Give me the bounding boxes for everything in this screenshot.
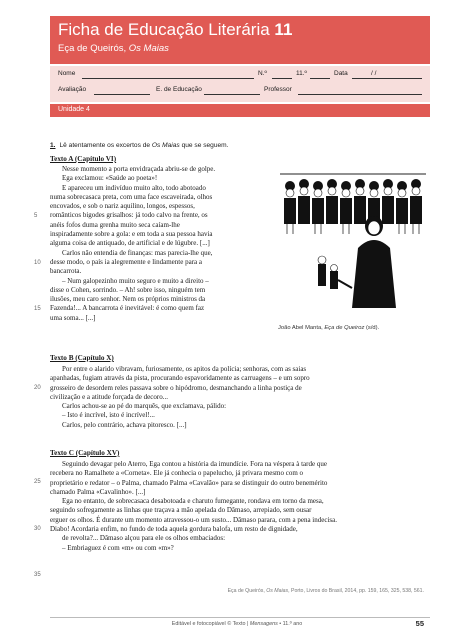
texto-a-heading: Texto A (Capítulo VI) <box>50 155 117 163</box>
text-line: apanhadas, fugiam através da pista, procurando espavoridamente as carruagens – e um sopro <box>50 374 310 383</box>
worksheet-number: 11 <box>274 20 293 39</box>
line-number: 30 <box>34 526 41 532</box>
text-line: Carlos, pelo contrário, achava pitoresco. [...] <box>62 420 187 429</box>
texto-c-heading: Texto C (Capítulo XV) <box>50 449 120 457</box>
text-line: bancarrota. <box>50 267 82 276</box>
texto-a-body <box>50 165 215 323</box>
text-line: inspiradamente sobre a gola: e em toda a sua pessoa havia <box>50 230 213 239</box>
page-number: 55 <box>415 619 424 628</box>
text-line: Ega exclamou: «Saúde ao poeta»! <box>62 174 158 183</box>
date-slashes: / / <box>371 70 377 77</box>
question-number: 1. <box>50 142 56 149</box>
text-line: encovados, e sob o nariz aquilino, longos, espessos, <box>50 202 195 211</box>
line-number: 25 <box>34 479 41 485</box>
text-line: numa sobrecasaca preta, com uma face escaveirada, olhos <box>50 192 213 201</box>
line-number: 15 <box>34 306 41 312</box>
page-title: Ficha de Educação Literária 11 <box>58 20 293 39</box>
footer-divider <box>50 617 430 618</box>
text-line: Carlos não entendia de finanças: mas parecia-lhe que, <box>62 248 213 257</box>
texto-b-body <box>50 365 310 430</box>
text-line: ilusões, meu caro senhor. Nem os próprios ministros da <box>50 295 206 304</box>
date-field[interactable] <box>352 78 422 79</box>
evaluation-label: Avaliação <box>58 86 87 93</box>
text-line: de revolta?... Dâmaso alçou para ele os olhos embaciados: <box>62 534 226 543</box>
line-number: 35 <box>34 572 41 578</box>
text-line: erguer os olhos. É durante um momento atravessou-o um susto... Dâmaso parara, com a pena indecisa. <box>50 515 337 524</box>
number-field[interactable] <box>272 78 292 79</box>
text-line: Fazenda!... A bancarrota é inevitável: é como quem faz <box>50 304 205 313</box>
text-line: – Embriaguez é com «m» ou com «m»? <box>62 543 174 552</box>
source-citation: Eça de Queirós, Os Maias, Porto, Livros do Brasil, 2014, pp. 159, 165, 325, 538, 561. <box>227 588 424 594</box>
text-line: românticos bigodes grisalhos: já todo calvo na frente, os <box>50 211 208 220</box>
text-line: recebera no Ramalhete a «Corneta». Ele já conhecia o papelucho, já privara mesmo com o <box>50 469 304 478</box>
education-label: E. de Educação <box>156 86 202 93</box>
text-line: desse modo, o país ia alegremente e lindamente para a <box>50 257 202 266</box>
text-line: grosseiro de desordem reles passava sobre o hipódromo, desmanchando a linha postiça de <box>50 383 302 392</box>
evaluation-field[interactable] <box>94 94 150 95</box>
teacher-field[interactable] <box>298 94 422 95</box>
text-line: alguma coisa de antiquado, de artificial e de lúgubre. [...] <box>50 239 210 248</box>
text-line: uma soma... [...] <box>50 313 96 322</box>
text-line: Seguindo devagar pelo Aterro, Ega contou a história da imundície. Fora na véspera à tarde que <box>62 460 327 468</box>
text-line: Por entre o alarido vibravam, furiosamente, os apitos da polícia; senhoras, com as saias <box>62 365 307 373</box>
line-number: 20 <box>34 385 41 391</box>
text-line: Carlos achou-se ao pé do marquês, que exclamava, pálido: <box>62 402 227 411</box>
text-line: proprietário e redator – o Palma, chamado Palma «Cavalão» para se distinguir do outro benemérito <box>50 478 328 487</box>
date-label: Data <box>334 70 348 77</box>
caricature-illustration <box>278 168 428 313</box>
unit-label: Unidade 4 <box>58 106 90 113</box>
header-band <box>50 16 430 64</box>
name-field[interactable] <box>82 78 254 79</box>
form-row-2 <box>58 86 422 98</box>
illustration-caption: João Abel Manta, Eça de Queiroz (s/d). <box>278 325 380 331</box>
page-subtitle: Eça de Queirós, Os Maias <box>58 43 169 54</box>
text-line: – Isto é incrível, isto é incrível!... <box>62 411 155 420</box>
student-info-form <box>50 66 430 102</box>
text-line: Nesse momento a porta envidraçada abriu-se de golpe. <box>62 165 216 173</box>
question-1: 1. Lê atentamente os excertos de Os Maias que se seguem. <box>50 142 229 149</box>
text-line: – Num galopezinho muito seguro e muito a direito – <box>62 276 209 285</box>
texto-b-heading: Texto B (Capítulo X) <box>50 354 114 362</box>
class-field[interactable] <box>310 78 330 79</box>
line-number: 10 <box>34 260 41 266</box>
text-line: seguindo sofregamente as linhas que traçava a mão apelada do Dâmaso, arrepiado, sem ousar <box>50 506 312 515</box>
texto-c-body <box>50 460 337 553</box>
text-line: E apareceu um indivíduo muito alto, todo abotoado <box>62 183 206 192</box>
text-line: disse o Cohen, sorrindo. – Ah! sobre isso, ninguém tem <box>50 285 206 294</box>
unit-bar <box>50 104 430 117</box>
text-line: anéis fofos duma grenha muito seca caíam-lhe <box>50 220 180 229</box>
education-field[interactable] <box>204 94 260 95</box>
line-number: 5 <box>34 213 38 219</box>
text-line: Ega no entanto, de sobrecasaca desabotoada e charuto fumegante, rondava em torno da mesa, <box>62 497 324 506</box>
number-label: N.º <box>258 70 267 77</box>
text-line: Diabo! Acordaria enfim, no fundo de toda aquela gordura balofa, um resto de dignidade, <box>50 525 298 534</box>
name-label: Nome <box>58 70 76 77</box>
year-label: 11.º <box>296 70 307 77</box>
text-line: civilização e a atitude forçada de decoro... <box>50 392 168 401</box>
form-row-1 <box>58 70 422 82</box>
teacher-label: Professor <box>264 86 292 93</box>
footer-text: Editável e fotocopiável © Texto | Mensagens • 11.º ano <box>171 621 303 627</box>
text-line: chamado Palma «Cavalinho». [...] <box>50 487 146 496</box>
